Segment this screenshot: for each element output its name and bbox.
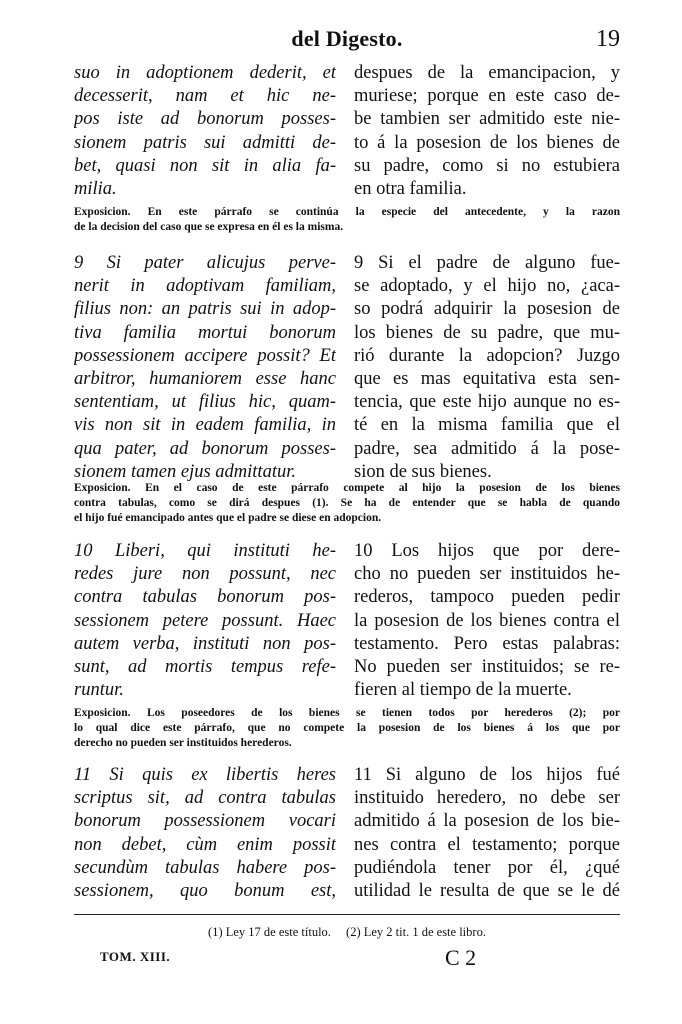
latin-column xyxy=(74,252,336,484)
spanish-line: despues de la emancipacion, y xyxy=(354,63,620,83)
latin-line: filius non: an patris sui in adop- xyxy=(74,299,336,320)
latin-line: vis non sit in eadem familia, in xyxy=(74,415,336,436)
latin-line: milia. xyxy=(74,178,117,199)
running-title: del Digesto. xyxy=(291,26,403,51)
spanish-line: instituido heredero, no debe ser xyxy=(354,788,620,809)
spanish-column xyxy=(354,62,620,201)
spanish-line: so podrá adquirir la posesion de xyxy=(354,299,620,320)
spanish-column xyxy=(354,764,620,903)
latin-line: suo in adoptionem dederit, et xyxy=(74,63,336,83)
running-header xyxy=(74,26,620,56)
latin-line: 9 Si pater alicujus perve- xyxy=(74,253,336,273)
latin-line: secundùm tabulas habere pos- xyxy=(74,857,336,878)
latin-line: sessionem, quo bonum est, xyxy=(74,880,336,901)
latin-line: sessionem petere possunt. Haec xyxy=(74,610,336,631)
spanish-line: que es mas equitativa esta sen- xyxy=(354,368,620,389)
spanish-column xyxy=(354,540,620,702)
footnote: (2) Ley 2 tit. 1 de este libro. xyxy=(346,925,486,939)
latin-line: contra tabulas bonorum pos- xyxy=(74,587,336,608)
latin-line: decesserit, nam et hic ne- xyxy=(74,86,336,107)
spanish-line: No pueden ser instituidos; se re- xyxy=(354,656,620,677)
spanish-line: be tambien ser admitido este nie- xyxy=(354,109,620,130)
spanish-line: fieren al tiempo de la muerte. xyxy=(354,680,572,701)
spanish-line: en otra familia. xyxy=(354,178,467,199)
spanish-line: rió durante la adopcion? Juzgo xyxy=(354,345,620,366)
volume-label: TOM. XIII. xyxy=(100,949,171,964)
latin-line: 11 Si quis ex libertis heres xyxy=(74,765,336,785)
spanish-line: rederos, tampoco pueden pedir xyxy=(354,587,620,608)
latin-line: autem verba, instituti non pos- xyxy=(74,633,336,654)
latin-line: bet, quasi non sit in alia fa- xyxy=(74,155,336,176)
spanish-line: to á la posesion de los bienes de xyxy=(354,132,620,153)
spanish-line: cho no pueden ser instituidos he- xyxy=(354,564,620,585)
latin-column xyxy=(74,62,336,201)
latin-line: arbitror, humaniorem esse hanc xyxy=(74,368,336,389)
latin-line: scriptus sit, ad contra tabulas xyxy=(74,788,336,809)
spanish-line: 10 Los hijos que por dere- xyxy=(354,541,620,561)
exposition-line: lo qual dice este párrafo, que no compete la posesion de los bienes á los que por xyxy=(74,722,620,734)
spanish-line: pudiéndola tener por él, ¿qué xyxy=(354,857,620,878)
spanish-line: tencia, que este hijo aunque no es- xyxy=(354,392,620,413)
spanish-line: testamento. Pero estas palabras: xyxy=(354,633,620,654)
latin-line: sionem patris sui admitti de- xyxy=(74,132,336,153)
spanish-line: 9 Si el padre de alguno fue- xyxy=(354,253,620,273)
latin-line: possessionem accipere possit? Et xyxy=(74,345,336,366)
footnote-rule xyxy=(74,914,620,915)
spanish-line: 11 Si alguno de los hijos fué xyxy=(354,765,620,785)
exposition-block xyxy=(74,706,620,751)
spanish-line: nes contra el testamento; porque xyxy=(354,834,620,855)
spanish-line: los bienes de su padre, que mu- xyxy=(354,322,620,343)
exposition-line: Exposicion. En este párrafo se continúa la especie del antecedente, y la razon xyxy=(74,206,620,218)
exposition-line: Exposicion. Los poseedores de los bienes se tienen todos por herederos (2); por xyxy=(74,707,620,719)
latin-line: runtur. xyxy=(74,680,124,701)
exposition-line: de la decision del caso que se expresa en él es la misma. xyxy=(74,221,344,233)
spanish-line: la posesion de los bienes contra el xyxy=(354,610,620,631)
latin-line: 10 Liberi, qui instituti he- xyxy=(74,541,336,561)
exposition-block xyxy=(74,205,620,235)
spanish-line: se adoptado, y el hijo no, ¿aca- xyxy=(354,276,620,297)
signature-mark: C 2 xyxy=(445,945,477,970)
spanish-column xyxy=(354,252,620,484)
spanish-line: padre, sea admitido á la pose- xyxy=(354,438,620,459)
latin-column xyxy=(74,540,336,702)
latin-line: redes jure non possunt, nec xyxy=(74,564,336,585)
spanish-line: utilidad le resulta de que se le dé xyxy=(354,880,620,901)
latin-line: sunt, ad mortis tempus refe- xyxy=(74,656,336,677)
latin-line: pos iste ad bonorum posses- xyxy=(74,109,336,130)
footnotes xyxy=(74,925,620,940)
page-footer xyxy=(100,945,620,975)
exposition-block xyxy=(74,481,620,526)
latin-column xyxy=(74,764,336,903)
latin-line: bonorum possessionem vocari xyxy=(74,811,336,832)
exposition-line: Exposicion. En el caso de este párrafo compete al hijo la posesion de los bienes xyxy=(74,482,620,494)
latin-line: sionem tamen ejus admittatur. xyxy=(74,461,296,482)
latin-line: non debet, cùm enim possit xyxy=(74,834,336,855)
spanish-line: sion de sus bienes. xyxy=(354,461,492,482)
spanish-line: muriese; porque en este caso de- xyxy=(354,86,620,107)
footnote: (1) Ley 17 de este título. xyxy=(208,925,331,939)
latin-line: sententiam, ut filius hic, quam- xyxy=(74,392,336,413)
spanish-line: admitido á la posesion de los bie- xyxy=(354,811,620,832)
latin-line: tiva familia mortui bonorum xyxy=(74,322,336,343)
exposition-line: contra tabulas, como se dirá despues (1). Se ha de entender que se habla de quando xyxy=(74,497,620,509)
spanish-line: té en la misma familia que el xyxy=(354,415,620,436)
exposition-line: derecho no pueden ser instituidos herederos. xyxy=(74,737,292,749)
latin-line: qua pater, ad bonorum posses- xyxy=(74,438,336,459)
exposition-line: el hijo fué emancipado antes que el padre se diese en adopcion. xyxy=(74,512,382,524)
spanish-line: su padre, como si no estubiera xyxy=(354,155,620,176)
page-number: 19 xyxy=(596,26,620,52)
latin-line: nerit in adoptivam familiam, xyxy=(74,276,336,297)
